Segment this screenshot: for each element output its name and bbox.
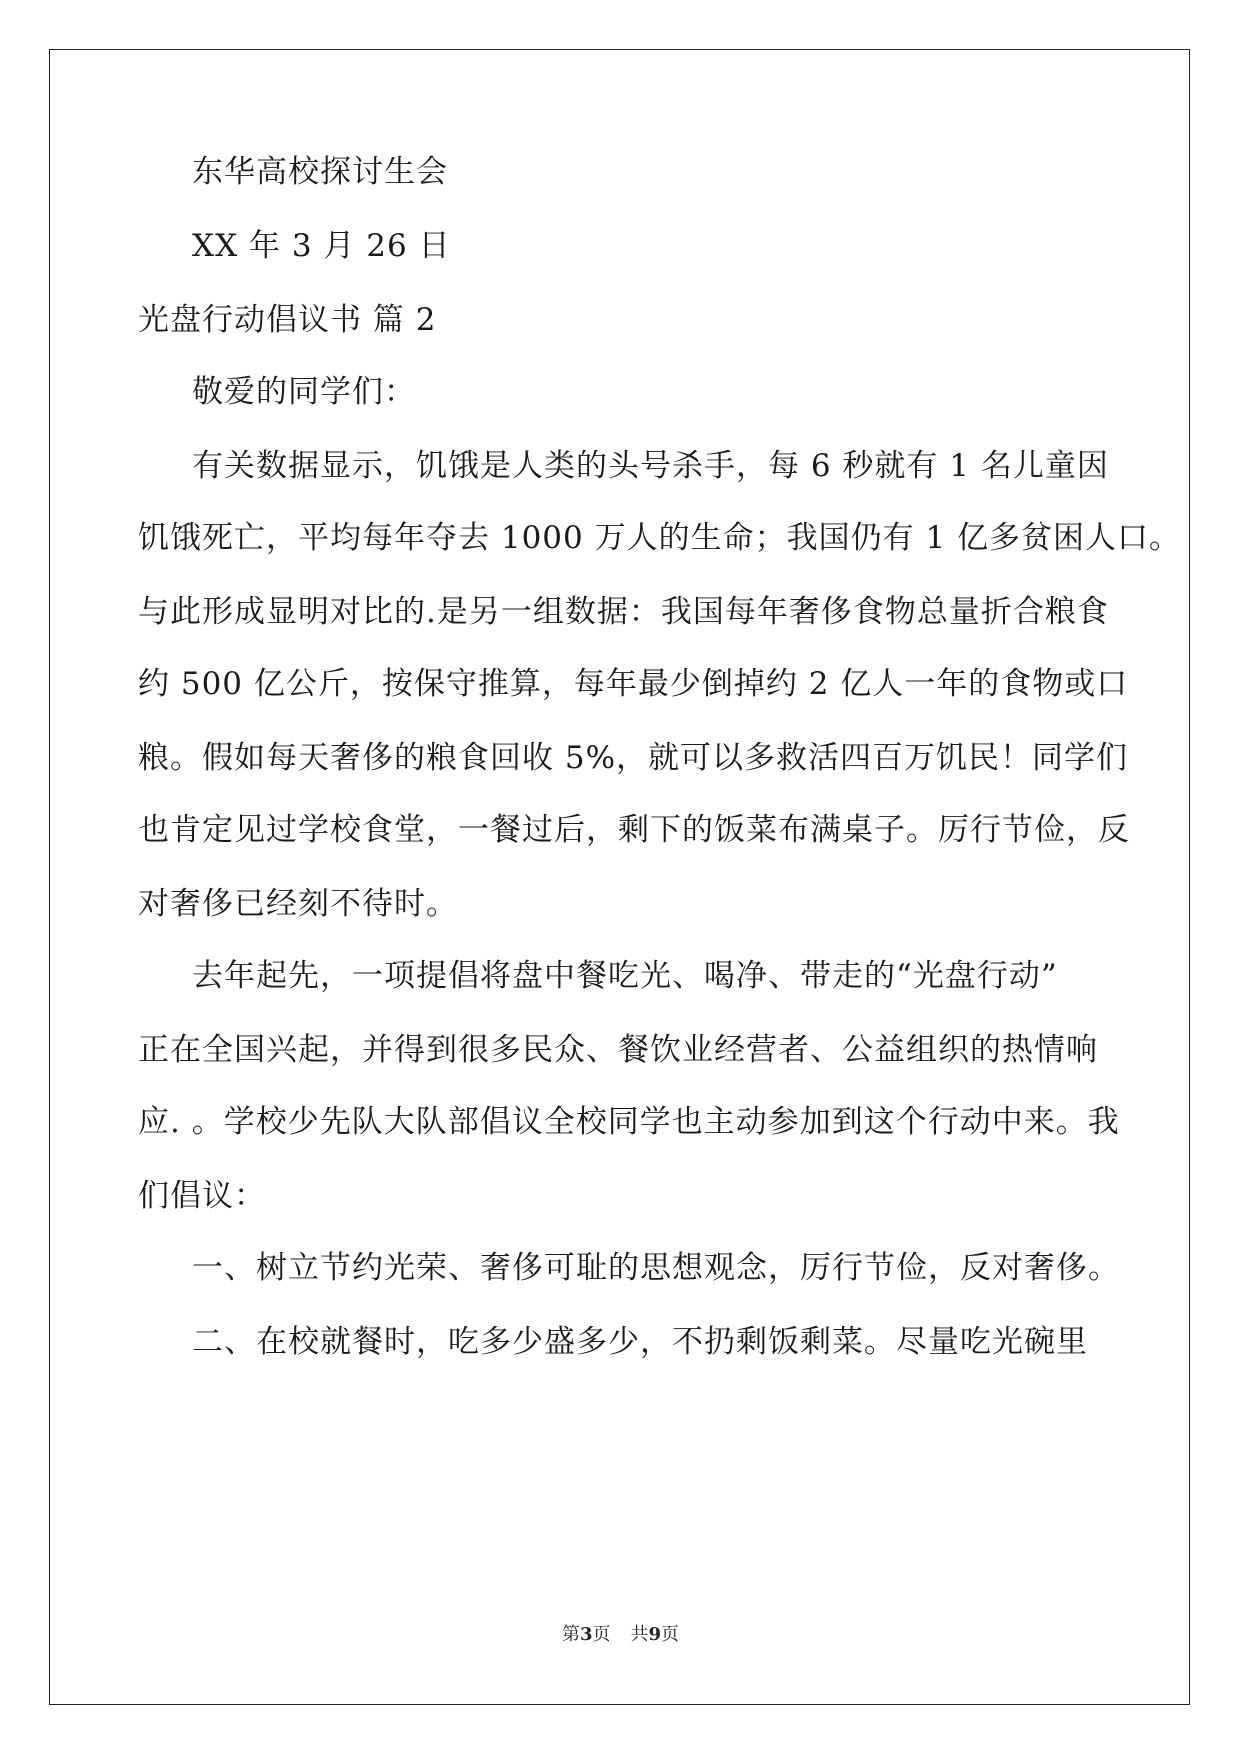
current-page-number: 3 — [579, 1624, 593, 1645]
paragraph-line: 饥饿死亡，平均每年夺去 1000 万人的生命；我国仍有 1 亿多贫困人口。 — [138, 520, 1182, 556]
page-border — [49, 49, 1190, 1705]
section-heading: 光盘行动倡议书 篇 2 — [138, 302, 437, 338]
paragraph-line: 去年起先，一项提倡将盘中餐吃光、喝净、带走的“光盘行动” — [192, 958, 1058, 994]
paragraph-line: 粮。假如每天奢侈的粮食回收 5%，就可以多救活四百万饥民！同学们 — [138, 740, 1129, 776]
proposal-item-1: 一、树立节约光荣、奢侈可耻的思想观念，厉行节俭，反对奢侈。 — [192, 1250, 1120, 1286]
signature-date: XX 年 3 月 26 日 — [192, 228, 451, 264]
paragraph-line: 有关数据显示，饥饿是人类的头号杀手，每 6 秒就有 1 名儿童因 — [192, 448, 1109, 484]
paragraph-line: 与此形成显明对比的.是另一组数据：我国每年奢侈食物总量折合粮食 — [138, 594, 1109, 630]
page-suffix: 页 — [592, 1624, 611, 1645]
total-prefix: 共 — [630, 1624, 649, 1645]
page-footer — [0, 1620, 1241, 1646]
paragraph-line: 应. 。学校少先队大队部倡议全校同学也主动参加到这个行动中来。我 — [138, 1104, 1120, 1140]
signature-organization: 东华高校探讨生会 — [192, 154, 448, 190]
paragraph-line: 正在全国兴起，并得到很多民众、餐饮业经营者、公益组织的热情响 — [138, 1032, 1098, 1068]
total-page-number: 9 — [648, 1624, 662, 1645]
paragraph-line: 也肯定见过学校食堂，一餐过后，剩下的饭菜布满桌子。厉行节俭，反 — [138, 812, 1130, 848]
paragraph-line: 对奢侈已经刻不待时。 — [138, 886, 458, 922]
salutation: 敬爱的同学们： — [192, 374, 416, 410]
paragraph-line: 约 500 亿公斤，按保守推算，每年最少倒掉约 2 亿人一年的食物或口 — [138, 666, 1129, 702]
page-prefix: 第 — [561, 1624, 580, 1645]
total-suffix: 页 — [661, 1624, 680, 1645]
proposal-item-2: 二、在校就餐时，吃多少盛多少，不扔剩饭剩菜。尽量吃光碗里 — [192, 1324, 1088, 1360]
paragraph-line: 们倡议： — [138, 1178, 266, 1214]
